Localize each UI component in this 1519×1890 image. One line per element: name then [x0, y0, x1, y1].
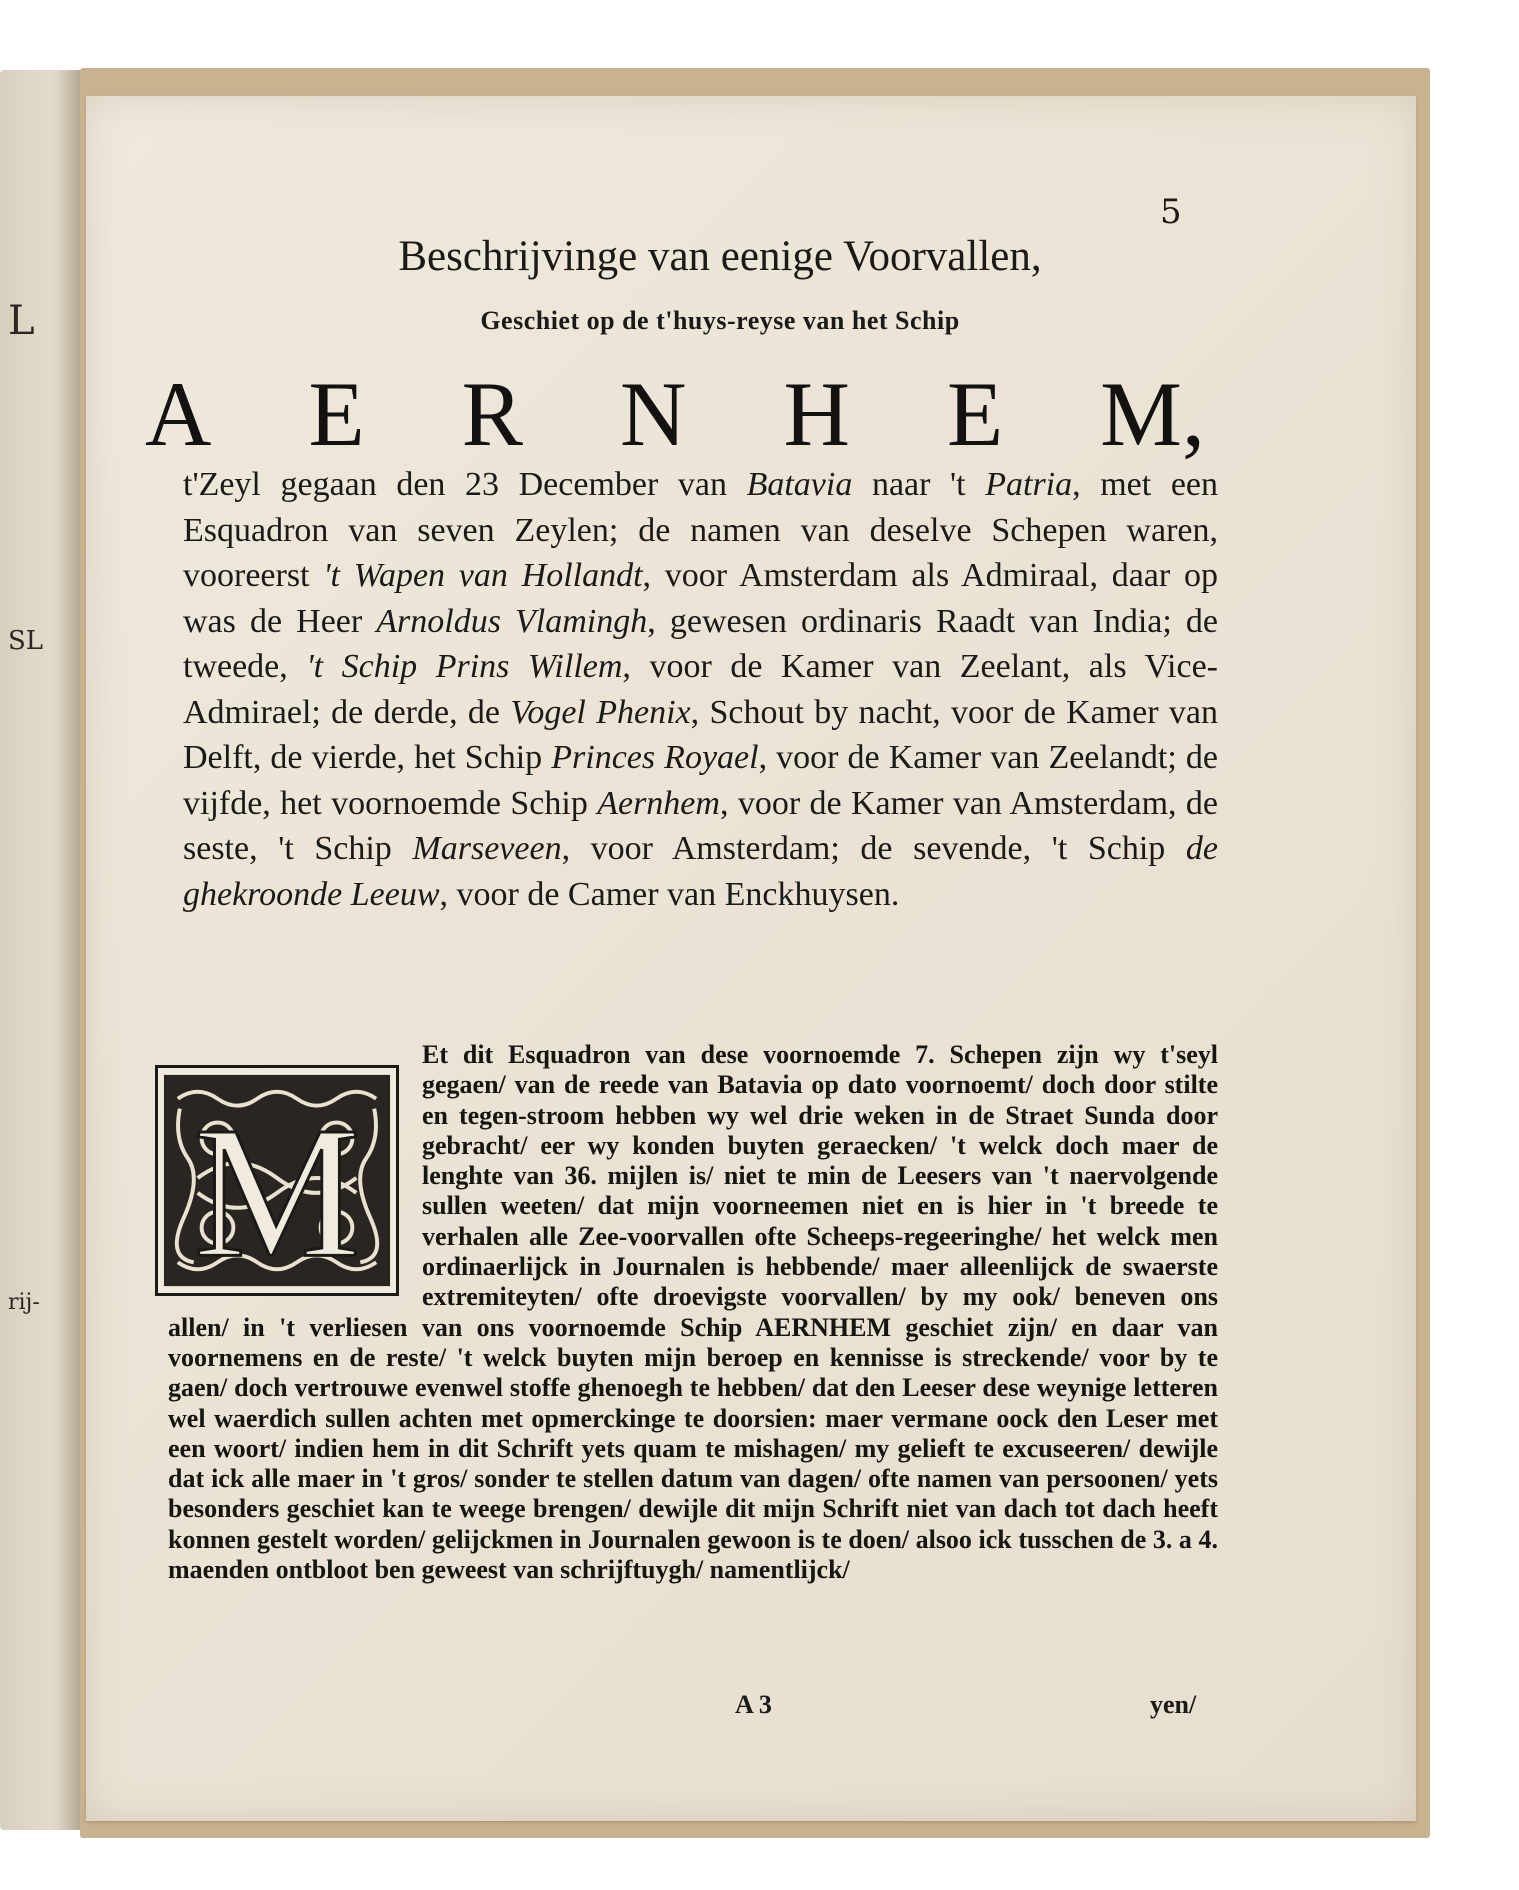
- ship-name: Princes Royael: [551, 739, 759, 776]
- ship-name-letter: M,: [1100, 363, 1205, 465]
- intro-text: , voor de Kamer van Zeelandt; de vijfde, het voornoemde Schip: [183, 739, 1218, 822]
- decorated-initial-art: [158, 1068, 396, 1293]
- intro-text: , Schout by nacht, voor de Kamer van Delft, de vierde, het Schip: [183, 693, 1218, 776]
- page-title: Beschrijvinge van eenige Voorvallen,: [398, 233, 1042, 280]
- intro-text: naar 't: [852, 466, 986, 503]
- intro-paragraph: [183, 462, 1218, 917]
- intro-text: , gewesen ordinaris Raadt van India; de tweede,: [183, 602, 1218, 685]
- intro-text: , voor de Kamer van Zeelant, als Vice-Admirael; de derde, de: [183, 648, 1218, 731]
- place-name: Batavia: [746, 466, 853, 503]
- ship-name: Vogel Phenix: [510, 693, 691, 731]
- ship-name: Aernhem: [597, 784, 720, 822]
- ship-name: 't Schip Prins Willem: [306, 648, 623, 685]
- ship-name: de ghekroonde Leeuw: [183, 830, 1219, 913]
- catchword: yen/: [1150, 1690, 1197, 1719]
- intro-text: , voor de Camer van Enckhuysen.: [439, 875, 900, 913]
- body-text: Et dit Esquadron van dese voornoemde 7. Schepen zijn wy t'seyl gegaen/ van de reede van Batavia op dato voornoemt/ doch door stilte en tegen-stroom hebben wy wel drie weken in de Straet Sunda door gebracht/ eer wy konden buyten geraecken/ 't welck doch maer de lenghte van 36. mijlen is/ niet te min de Leesers van 't naervolgende sullen weeten/ dat mijn voorneemen niet en is hier in 't breede te verhalen alle Zee-voorvallen ofte Scheeps-regeeringhe/ het welck men ordinaerlijck in Journalen is hebbende/ maer alleenlijck de swaerste extremiteyten/ ofte droevigste voorvallen/ by my ook/ beneven ons allen/ in 't verliesen van ons voornoemde Schip AERNHEM geschiet zijn/ en daar van voornemens en de reste/ 't welck buyten mijn beroep en kennisse is streckende/ voor by te gaen/ doch vertrouwe evenwel stoffe ghenoegh te hebben/ dat den Leeser dese weynige letteren wel waerdich sullen achten met opmerckinge te doorsien: maer vermane oock den Leser met een woort/ indien hem in dit Schrift yets quam te mishagen/ my gelieft te excuseeren/ dewijle dat ick alle maer in 't gros/ sonder te stellen datum van dagen/ ofte namen van persoonen/ yets besonders geschiet kan te weege brengen/ dewijle dit mijn Schrift niet van dach tot dach heeft konnen gestelt worden/ gelijckmen in Journalen gewoon is te doen/ alsoo ick tusschen de 3. a 4. maenden ontbloot ben geweest van schrijftuygh/ namentlijck/: [168, 1040, 1218, 1585]
- ship-name-heading: [145, 340, 1205, 465]
- decorated-initial: [155, 1065, 399, 1296]
- person-name: Arnoldus Vlamingh: [376, 602, 648, 640]
- previous-page-fragment: SL: [8, 626, 44, 656]
- intro-text: t'Zeyl gegaan den 23 December van: [183, 466, 747, 503]
- ship-name-letter: R: [461, 363, 524, 465]
- previous-page-fragment: rij-: [8, 1290, 40, 1315]
- initial-letter: M: [193, 1087, 361, 1293]
- place-name: Patria: [985, 466, 1073, 503]
- ship-name: 't Wapen van Hollandt: [323, 557, 643, 594]
- intro-text: , voor de Kamer van Amsterdam, de seste, 't Schip: [183, 784, 1218, 867]
- intro-text: , voor Amsterdam als Admiraal, daar op was de Heer: [183, 557, 1218, 640]
- ship-name: Marseveen: [412, 830, 562, 867]
- ship-name-letter: E: [946, 363, 1004, 465]
- intro-text: , voor Amsterdam; de sevende, 't Schip: [561, 830, 1186, 867]
- signature-mark: A 3: [735, 1690, 772, 1719]
- page-number: 5: [1160, 192, 1182, 232]
- ship-name-letter: A: [145, 363, 212, 465]
- ship-name-letter: E: [308, 363, 365, 465]
- intro-text: , met een Esquadron van seven Zeylen; de namen van deselve Schepen waren, vooreerst: [183, 466, 1218, 594]
- page-subtitle: Geschiet op de t'huys-reyse van het Schip: [480, 306, 960, 335]
- previous-page-fragment: L: [8, 298, 35, 344]
- ship-name-letter: H: [783, 363, 850, 465]
- ship-name-letter: N: [620, 363, 687, 465]
